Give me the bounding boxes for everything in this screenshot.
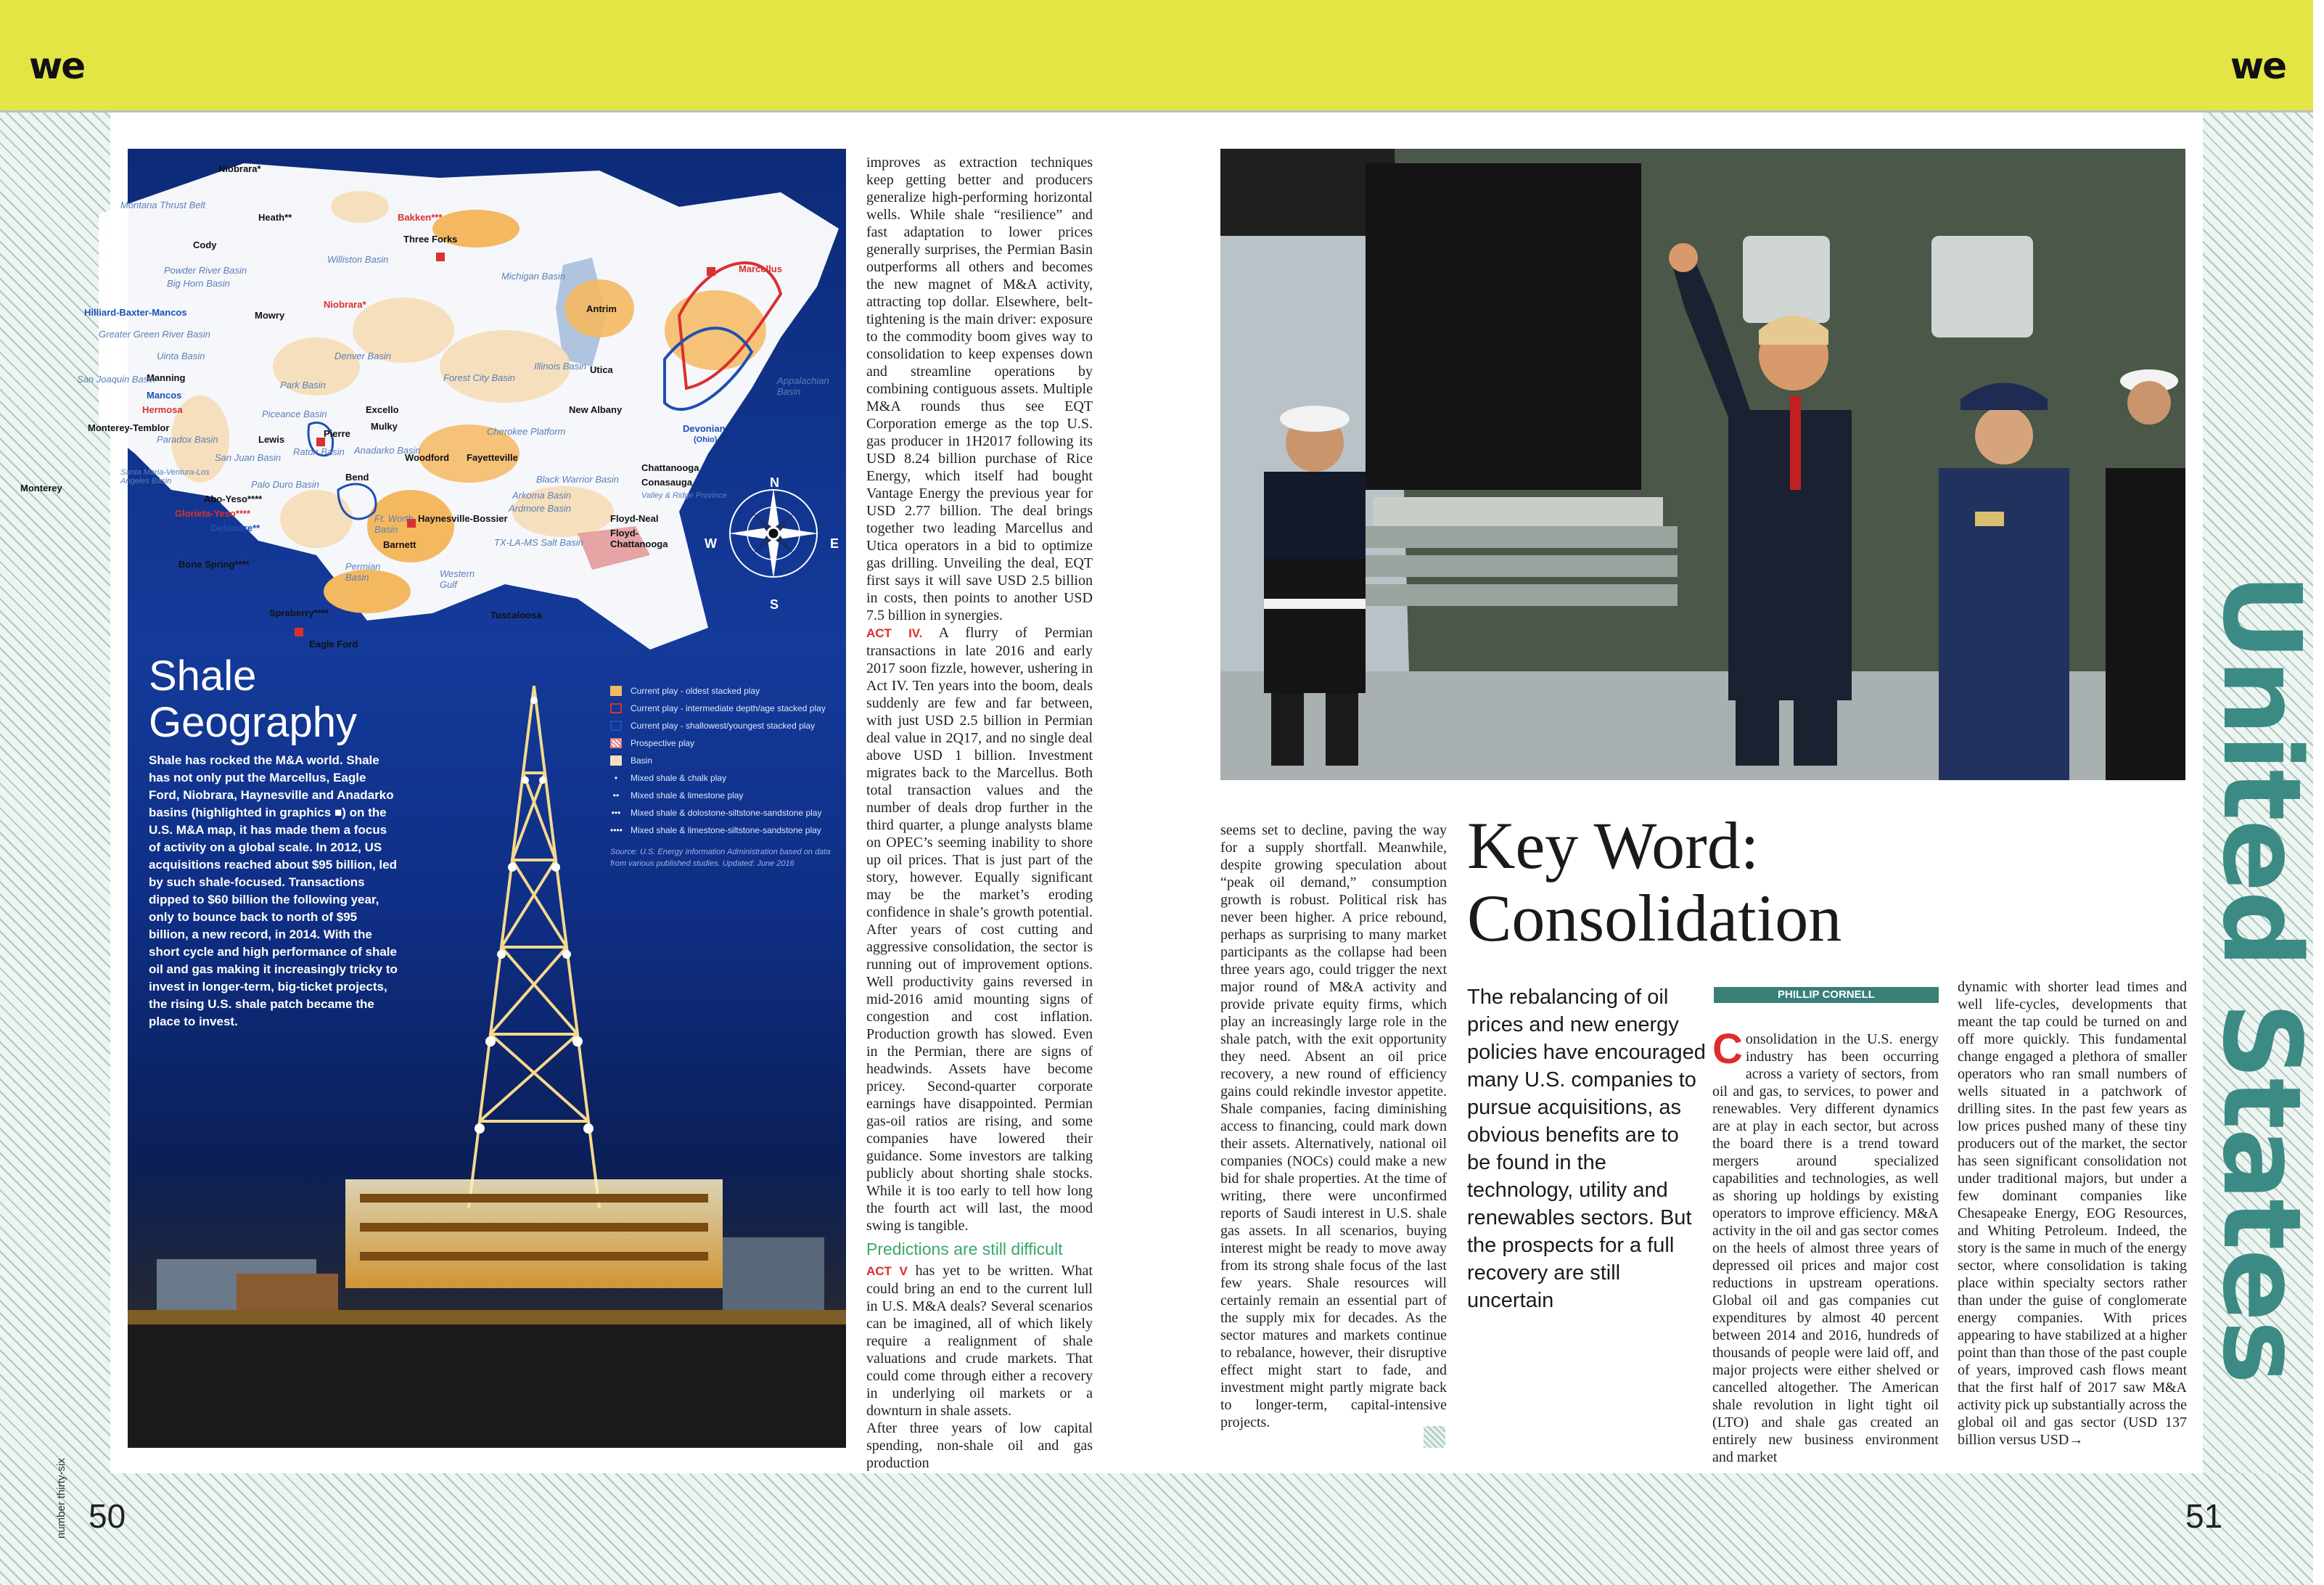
right-column-b: Consolidation in the U.S. energy industry has been occurring across a variety of sectors, from oil and gas, to services, to power and renewables. Very different dynamics are at play in each sector, but across the board there is a trend toward mergers around specialized capabilities and technologies, as well as shoring up holdings by existing operators to improve efficiency. M&A activity in the oil and gas sector comes on the heels of almost three years of depressed oil prices and major cost reductions in upstream operations. Global oil and gas companies cut expenditures by almost 40 percent between 2014 and 2016, hundreds of thousands of people were laid off, and major projects were either shelved or cancelled altogether. The American shale revolution in light tight oil (LTO) and shale gas created an entirely new business environment and market	[1712, 1025, 1939, 1465]
map-label-western-gulf: Western Gulf	[440, 568, 475, 590]
map-label-glorieta-yeso: Glorieta-Yeso****	[175, 508, 251, 519]
map-label-cody: Cody	[193, 239, 217, 250]
map-label-new-albany: New Albany	[569, 404, 623, 415]
map-label-manning: Manning	[147, 372, 186, 383]
map-label-heath: Heath**	[258, 212, 292, 223]
map-label-lewis: Lewis	[258, 434, 285, 445]
bottom-hatch-margin	[0, 1473, 2313, 1585]
article-headline: Key Word: Consolidation	[1467, 808, 1842, 955]
right-column-a: seems set to decline, paving the way for a supply shortfall. Meanwhile, despite growing speculation about “peak oil demand,” consumption growth is robust. Political risk has never been higher. A price rebound, perhaps as surprising to many market participants as the collapse had been three years ago, could trigger the next major round of M&A activity and provide private equity firms, which play an increasingly large role in the shale patch, with the exit opportunity they need. Absent an oil price recovery, a new round of efficiency gains could rekindle investor appetite. Shale companies, facing diminishing access to financing, could mark down their assets. Alternatively, national oil companies (NOCs) could make a new bid for shale properties. At the time of writing, there were unconfirmed reports of Saudi interest in U.S. shale gas assets. In all scenarios, buying interest might be ready to move away from its strong shale focus of the last few years. Shale resources will certainly remain an essential part of the supply mix for decades. As the sector matures and markets continue to rebalance, however, their disruptive effect might start to fade, and investment might partly migrate back to longer-term, capital-intensive projects.	[1220, 822, 1447, 1430]
map-label-valley-ridge: Valley & Ridge Province	[641, 491, 727, 500]
we-logo-right: we	[2230, 45, 2286, 87]
compass-w: W	[705, 536, 717, 551]
map-label-ohio: (Ohio)	[694, 435, 718, 444]
map-label-monterey-temblor: Monterey-Temblor	[88, 422, 170, 433]
legend-swatch	[610, 755, 622, 766]
map-label-layer	[20, 149, 846, 657]
legend-item: • Mixed shale & chalk play	[614, 773, 727, 783]
left-hatch-margin	[0, 112, 110, 1585]
map-label-monterey: Monterey	[20, 483, 62, 493]
shale-geography-text: Shale has rocked the M&A world. Shale has not only put the Marcellus, Eagle Ford, Niobrara, Haynesville and Anadarko basins (highlighted in graphics ■) on the U.S. M&A map, it has made them a focus of activity on a global scale. In 2012, US acquisitions reached about $95 billion, led by such shale-focused. Transactions dipped to $60 billion the following year, only to bounce back to north of $95 billion, a new record, in 2014. With the short cycle and high performance of shale oil and gas making it increasingly tricky to invest in longer-term, big-ticket projects, the rising U.S. shale patch became the place to invest.	[149, 753, 398, 1028]
folio-tag: number thirty-six	[55, 1458, 67, 1539]
map-label-appalachian: Appalachian Basin	[777, 375, 829, 397]
shale-geography-title: Shale Geography	[149, 652, 357, 746]
paragraph: ACT IV. A flurry of Permian transactions in late 2016 and early 2017 soon fizzle, however, ushering in Act IV. Ten years into the boom, deals suddenly are few and far between, with just USD 2.5 billion in Permian deal value in 2Q17, and no single deal above USD 1 billion. Investment migrates back to the Marcellus. Both total transaction values and the number of deals drop further in the third quarter, a plunge analysts blame on OPEC’s seeming inability to shore up oil prices. That is just part of the story, however. Equally significant may be the market’s eroding confidence in shale’s growth potential. After years of cost cutting and aggressive consolidation, the sector is running out of improvement options. Well productivity gains reversed in mid-2016 amid mounting signs of congestion and cost inflation. Production growth has slowed. Even in the Permian, there are signs of headwinds. Assets have become pricey. Second-quarter corporate earnings have disappointed. Permian gas-oil ratios are rising, and some companies have lowered their guidance. Some investors are talking publicly about shorting shale stocks. While it is too early to tell how long the fourth act will last, the mood swing is tangible.	[866, 625, 1093, 1234]
map-label-spraberry: Spraberry****	[269, 607, 329, 618]
top-banner	[0, 0, 2313, 110]
map-label-michigan: Michigan Basin	[501, 271, 566, 282]
we-logo-left: we	[29, 45, 85, 87]
map-label-niobrara-north: Niobrara*	[218, 163, 261, 174]
act-v-label: ACT V	[866, 1264, 908, 1278]
map-label-permian: Permian Basin	[345, 561, 381, 583]
map-label-delaware: Delaware**	[211, 523, 260, 533]
drop-cap: C	[1712, 1025, 1743, 1073]
right-column-c: dynamic with shorter lead times and well life-cycles, developments that meant the tap could be turned on and off more quickly. This fundamental change engaged a plethora of smaller operators who ran small numbers of wells situated in a patchwork of drilling sites. In the past few years as low prices pushed many of these tiny producers out of the market, the sector has seen significant consolidation not under traditional majors, but under a few dominant companies like Chesapeake Energy, EOG Resources, and Whiting Petroleum. Indeed, the story is the same in much of the energy sector, where consolidation is taking place within specialty sectors rather than under the guise of conglomerate energy companies. With prices appearing to have stabilized at a higher point than than those of the past couple of years, improved cash flows meant that the first half of 2017 saw M&A activity pick up substantially across the global oil and gas sector (USD 137 billion versus USD→	[1958, 979, 2187, 1448]
map-label-bend: Bend	[345, 472, 369, 483]
helicopter-photo	[1220, 149, 2185, 780]
map-label-three-forks: Three Forks	[403, 234, 458, 245]
act-iv-label: ACT IV.	[866, 626, 923, 640]
page-number-left: 50	[89, 1497, 126, 1535]
map-label-san-juan: San Juan Basin	[215, 452, 282, 463]
map-label-mowry: Mowry	[255, 310, 285, 321]
map-label-park: Park Basin	[280, 380, 326, 390]
map-label-mancos: Mancos	[147, 390, 182, 401]
map-label-cherokee: Cherokee Platform	[487, 426, 566, 437]
legend-item: Current play - oldest stacked play	[610, 682, 842, 700]
map-label-santa-maria: Santa Maria-Ventura-Los Angeles Basin	[120, 468, 210, 486]
map-label-paradox: Paradox Basin	[157, 434, 218, 445]
map-label-woodford: Woodford	[405, 452, 450, 463]
map-label-palo-duro: Palo Duro Basin	[251, 479, 319, 490]
legend-item: •• Mixed shale & limestone play	[612, 790, 744, 800]
legend-source: Source: U.S. Energy Information Administration based on data from various published studies. Updated: June 2016	[610, 848, 831, 868]
map-label-devonian: Devonian	[683, 423, 726, 434]
map-label-denver: Denver Basin	[334, 351, 392, 361]
legend-item: •••• Mixed shale & limestone-siltstone-sandstone play	[610, 825, 821, 835]
map-label-bone-spring: Bone Spring****	[178, 559, 250, 570]
map-label-eagle-ford: Eagle Ford	[309, 639, 358, 650]
map-label-black-warrior: Black Warrior Basin	[536, 474, 619, 485]
article-dek: The rebalancing of oil prices and new energy policies have encouraged many U.S. companies to pursue acquisitions, as obvious benefits are to be found in the technology, utility and renewables sectors. But the prospects for a full recovery are still uncertain	[1467, 986, 1706, 1312]
map-label-powder-river: Powder River Basin	[164, 265, 247, 276]
map-label-williston: Williston Basin	[327, 254, 389, 265]
map-label-piceance: Piceance Basin	[262, 409, 327, 419]
section-title-vertical: United States	[2199, 573, 2324, 1383]
map-label-abo-yeso: Abo-Yeso****	[204, 493, 263, 504]
map-label-bakken: Bakken***	[398, 212, 443, 223]
legend-swatch	[610, 738, 622, 748]
compass-n: N	[770, 475, 779, 490]
map-label-raton: Raton Basin	[293, 446, 345, 457]
map-label-floyd-neal: Floyd-Neal	[610, 513, 659, 524]
legend-swatch	[610, 703, 622, 713]
map-label-fayetteville: Fayetteville	[467, 452, 518, 463]
compass-s: S	[770, 597, 779, 612]
map-label-illinois: Illinois Basin	[534, 361, 587, 372]
map-label-mulky: Mulky	[371, 421, 398, 432]
legend-item: ••• Mixed shale & dolostone-siltstone-sandstone play	[611, 808, 822, 818]
map-label-pierre: Pierre	[324, 428, 350, 439]
section-subhead: Predictions are still difficult	[866, 1240, 1063, 1258]
left-article-column	[866, 154, 1093, 1472]
map-label-niobrara: Niobrara*	[324, 299, 366, 310]
map-label-big-horn: Big Horn Basin	[167, 278, 230, 289]
map-label-barnett: Barnett	[383, 539, 416, 550]
map-label-anadarko: Anadarko Basin	[354, 445, 421, 456]
map-label-conasauga: Conasauga	[641, 477, 693, 488]
author-byline: PHILLIP CORNELL	[1714, 987, 1939, 1003]
map-label-tx-la-ms: TX-LA-MS Salt Basin	[494, 537, 583, 548]
map-label-ardmore: Ardmore Basin	[509, 503, 571, 514]
map-label-arkoma: Arkoma Basin	[512, 490, 571, 501]
compass-e: E	[830, 536, 839, 551]
map-label-san-joaquin: San Joaquin Basin	[77, 374, 156, 385]
map-label-ft-worth: Ft. Worth Basin	[374, 513, 414, 535]
paragraph: After three years of low capital spending, non-shale oil and gas production	[866, 1420, 1093, 1471]
page-number-right: 51	[2185, 1497, 2223, 1535]
map-label-forest-city: Forest City Basin	[443, 372, 515, 383]
map-label-utica: Utica	[590, 364, 613, 375]
legend-item: Basin	[610, 752, 842, 769]
map-label-antrim: Antrim	[586, 303, 617, 314]
map-label-excello: Excello	[366, 404, 399, 415]
paragraph: ACT V has yet to be written. What could bring an end to the current lull in U.S. M&A deals? Several scenarios can be imagined, all of which likely require a realignment of shale valuations and crude markets. That could come through either a recovery in underlying oil markets or a downturn in shale assets.	[866, 1263, 1093, 1419]
map-legend	[610, 682, 842, 869]
legend-swatch	[610, 721, 622, 731]
legend-swatch	[610, 686, 622, 696]
legend-item: Prospective play	[610, 734, 842, 752]
map-label-montana: Montana Thrust Belt	[120, 200, 206, 210]
paragraph: improves as extraction techniques keep getting better and producers generalize high-performing horizontal wells. While shale “resilience” and fast adaptation to lower prices generally surprises, the Permian Basin outperforms all others and becomes the new magnet of M&A activity, attracting top dollar. Elsewhere, belt-tightening is the main driver: exposure to the commodity boom gives way to consolidation to keep expenses down and streamline operations by combining contiguous assets. Multiple M&A rounds thus see EQT Corporation emerge as the top U.S. gas producer in 1H2017 following its USD 8.24 billion purchase of Rice Energy, which itself had bought Vantage Energy the previous year for USD 2.77 billion. The deal brings together two leading Marcellus and Utica operators in a bid to optimize gas drilling. Unveiling the deal, EQT first says it will save USD 2.5 billion in costs, then points to another USD 7.5 billion in synergies.	[866, 155, 1093, 623]
legend-item: Current play - shallowest/youngest stacked play	[610, 717, 842, 734]
map-label-chattanooga: Chattanooga	[641, 462, 699, 473]
map-label-hermosa: Hermosa	[142, 404, 183, 415]
map-label-tuscaloosa: Tuscaloosa	[490, 610, 542, 621]
map-label-marcellus: Marcellus	[739, 263, 782, 274]
helicopter-scene	[1220, 149, 2185, 780]
map-label-hilliard: Hilliard-Baxter-Mancos	[84, 307, 187, 318]
end-mark-icon	[1424, 1426, 1445, 1448]
map-label-haynesville: Haynesville-Bossier	[418, 513, 508, 524]
map-label-green-river: Greater Green River Basin	[99, 329, 210, 340]
map-label-uinta: Uinta Basin	[157, 351, 205, 361]
map-label-floyd-chattanooga: Floyd-Chattanooga	[610, 528, 668, 549]
legend-item: Current play - intermediate depth/age stacked play	[610, 700, 842, 717]
